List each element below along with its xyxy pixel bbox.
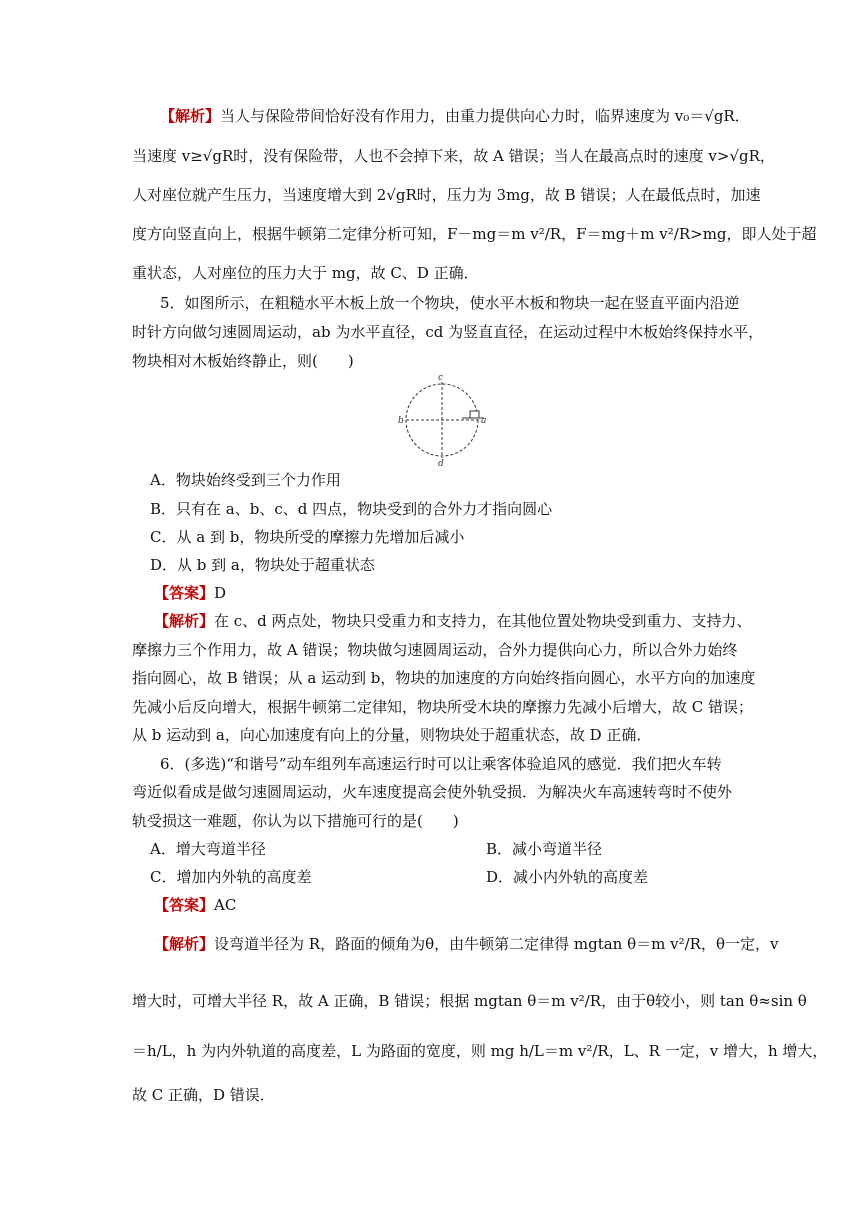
question-6-line: 弯近似看成是做匀速圆周运动，火车速度提高会使外轨受损．为解决火车高速转弯时不使外 — [132, 783, 733, 801]
analysis-text: 在 c、d 两点处，物块只受重力和支持力，在其他位置处物块受到重力、支持力、 — [214, 612, 752, 630]
question-5-line: 物块相对木板始终静止，则( ) — [132, 352, 354, 370]
analysis-line: 增大时，可增大半径 R，故 A 正确，B 错误；根据 mgtan θ＝m v²/R，由于θ较小，则 tan θ≈sin θ — [132, 992, 807, 1010]
label-c: c — [438, 374, 444, 383]
analysis-line: 人对座位就产生压力，当速度增大到 2√gR时，压力为 3mg，故 B 错误；人在最低点时，加速 — [132, 186, 761, 204]
analysis-line: 当速度 v≥√gR时，没有保险带，人也不会掉下来，故 A 错误；当人在最高点时的速度 v>√gR， — [132, 147, 775, 165]
analysis-line — [154, 611, 752, 631]
analysis-line: 先减小后反向增大，根据牛顿第二定律知，物块所受木块的摩擦力先减小后增大，故 C 错误； — [132, 698, 754, 716]
option-a: A．物块始终受到三个力作用 — [150, 471, 341, 489]
analysis-line — [160, 106, 750, 126]
answer-tag: 【答案】 — [154, 896, 215, 914]
analysis-line: 度方向竖直向上，根据牛顿第二定律分析可知，F－mg＝m v²/R，F＝mg＋m v²/R>mg，即人处于超 — [132, 225, 817, 243]
option-b: B．只有在 a、b、c、d 四点，物块受到的合外力才指向圆心 — [150, 500, 553, 518]
analysis-line: 故 C 正确，D 错误． — [132, 1086, 275, 1104]
analysis-tag: 【解析】 — [154, 935, 215, 953]
label-a: a — [481, 416, 487, 426]
circle-diagram — [398, 374, 488, 466]
analysis-text: 设弯道半径为 R，路面的倾角为θ，由牛顿第二定律得 mgtan θ＝m v²/R，θ一定，v — [214, 935, 779, 953]
analysis-line: 从 b 运动到 a，向心加速度有向上的分量，则物块处于超重状态，故 D 正确． — [132, 726, 652, 744]
analysis-line — [154, 934, 778, 954]
option-b: B．减小弯道半径 — [486, 840, 603, 858]
label-b: b — [398, 416, 404, 426]
answer-value: D — [214, 584, 227, 602]
answer-line — [154, 583, 226, 603]
question-5-line: 5．如图所示，在粗糙水平木板上放一个物块，使水平木板和物块一起在竖直平面内沿逆 — [160, 294, 740, 312]
question-6-line: 轨受损这一难题，你认为以下措施可行的是( ) — [132, 812, 459, 830]
analysis-line: 重状态，人对座位的压力大于 mg，故 C、D 正确． — [132, 264, 479, 282]
analysis-line: 指向圆心，故 B 错误；从 a 运动到 b，物块的加速度的方向始终指向圆心，水平方向的加速度 — [132, 669, 756, 687]
option-d: D．减小内外轨的高度差 — [486, 868, 649, 886]
answer-value: AC — [214, 896, 237, 914]
question-6-line: 6．(多选)“和谐号”动车组列车高速运行时可以让乘客体验追风的感觉．我们把火车转 — [160, 755, 722, 773]
question-5-line: 时针方向做匀速圆周运动，ab 为水平直径，cd 为竖直直径，在运动过程中木板始终保持水平， — [132, 323, 764, 341]
option-d: D．从 b 到 a，物块处于超重状态 — [150, 556, 375, 574]
option-c: C．增加内外轨的高度差 — [150, 868, 312, 886]
analysis-line: ＝h/L，h 为内外轨道的高度差，L 为路面的宽度，则 mg h/L＝m v²/R，L、R 一定，v 增大，h 增大， — [132, 1042, 828, 1060]
answer-line — [154, 895, 236, 915]
block-shape — [470, 411, 479, 418]
option-a: A．增大弯道半径 — [150, 840, 266, 858]
analysis-line: 摩擦力三个作用力，故 A 错误；物块做匀速圆周运动，合外力提供向心力，所以合外力始终 — [132, 641, 738, 659]
option-c: C．从 a 到 b，物块所受的摩擦力先增加后减小 — [150, 528, 465, 546]
analysis-text: 当人与保险带间恰好没有作用力，由重力提供向心力时，临界速度为 v₀＝√gR． — [220, 107, 750, 125]
label-d: d — [438, 459, 444, 466]
analysis-tag: 【解析】 — [160, 107, 221, 125]
answer-tag: 【答案】 — [154, 584, 215, 602]
analysis-tag: 【解析】 — [154, 612, 215, 630]
